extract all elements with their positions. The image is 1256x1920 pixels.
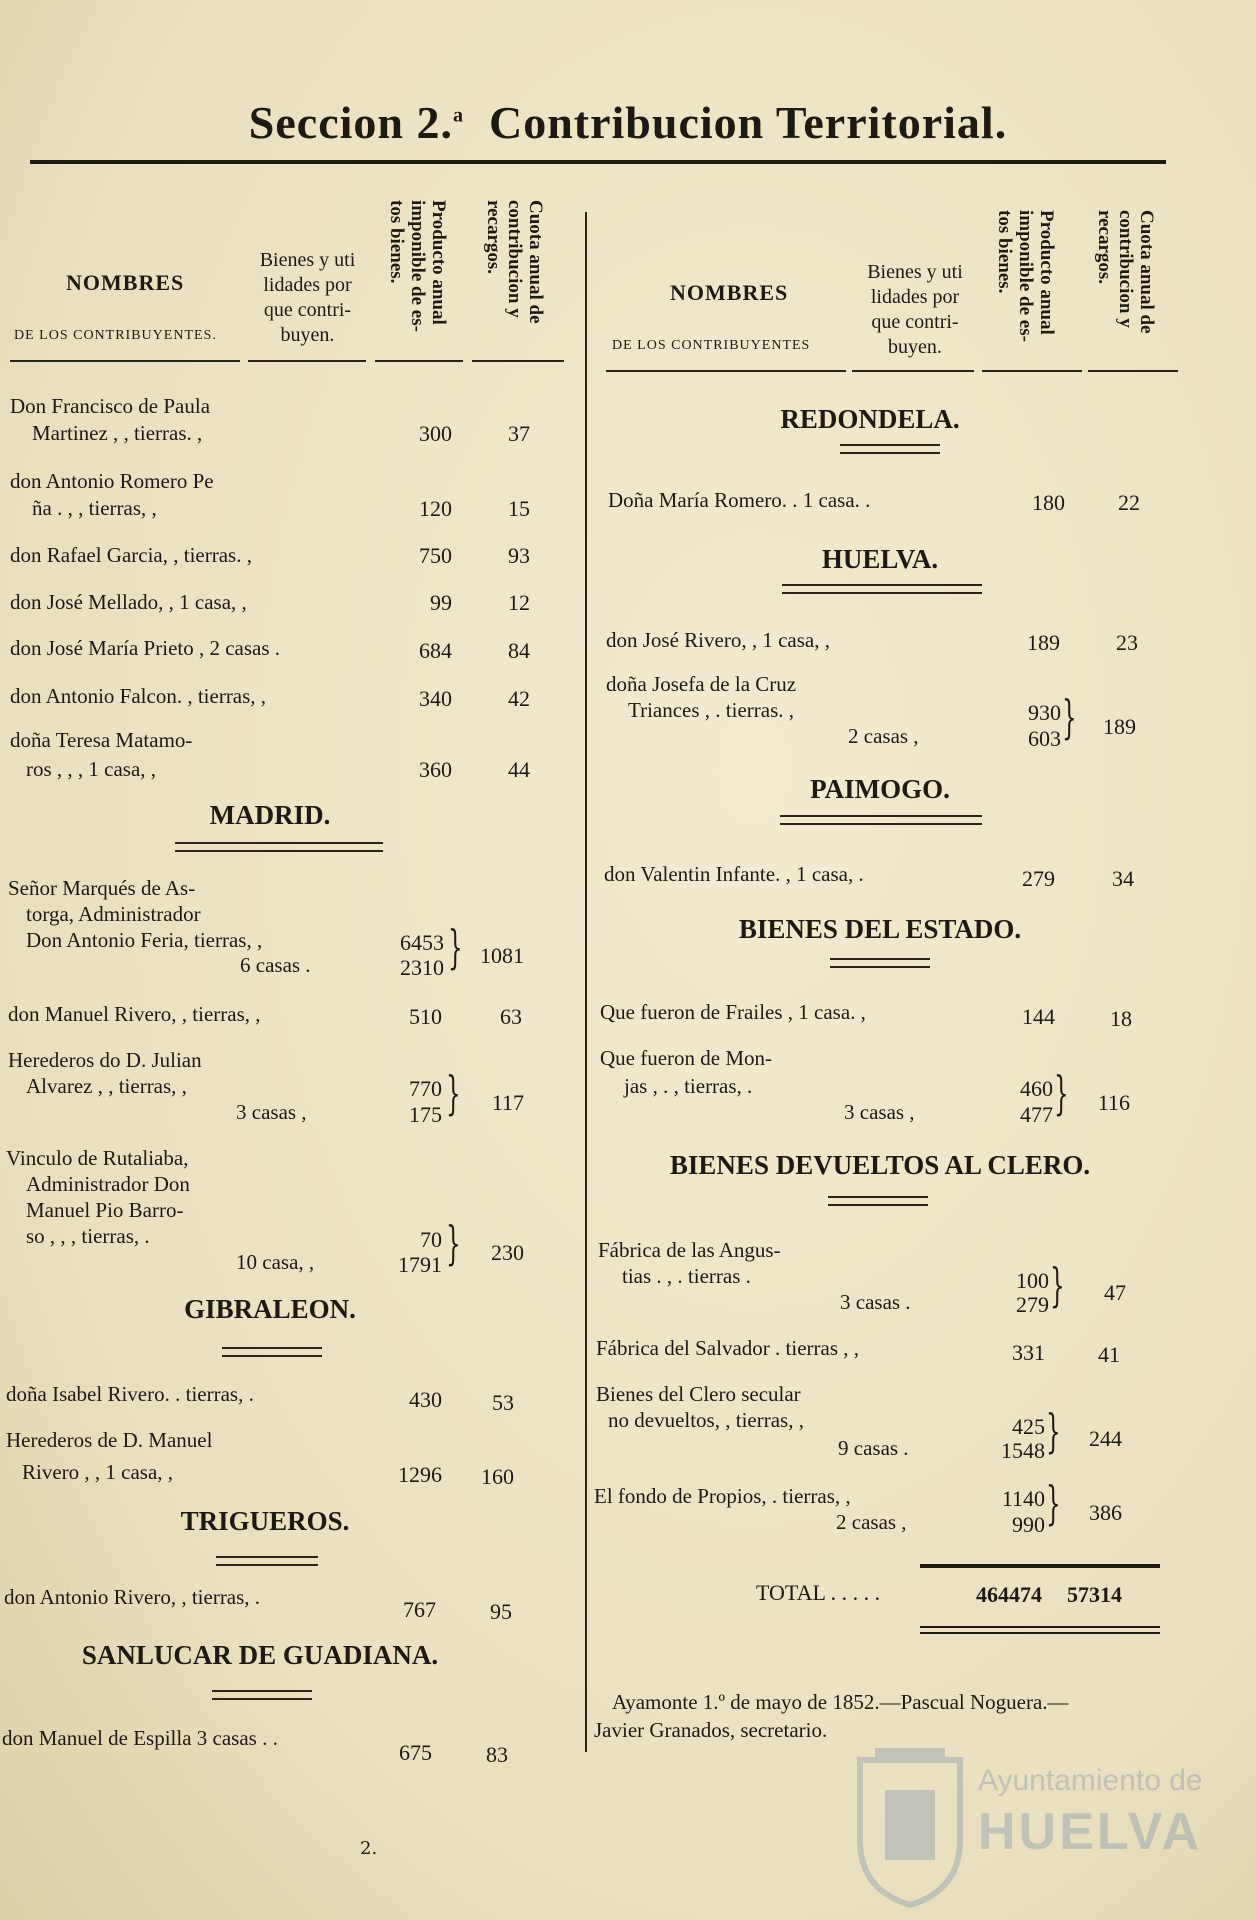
entry-detail: no devueltos, , tierras, , <box>608 1408 804 1432</box>
entry-detail: so , , , tierras, . <box>26 1224 150 1248</box>
header-cuota-l2: contribucion y <box>504 200 525 318</box>
header-underline <box>248 360 366 362</box>
header-bienes-l1: Bienes y uti <box>867 261 963 283</box>
header-cuota-l2: contribucion y <box>1115 210 1136 328</box>
entry-detail: 9 casas . <box>838 1436 909 1460</box>
entry-detail: Martinez , , tierras. , <box>32 421 203 445</box>
watermark-logo <box>850 1740 1250 1910</box>
producto-value: 1296 <box>398 1462 442 1487</box>
cuota-value: 160 <box>481 1464 514 1489</box>
producto-value: 425 <box>1012 1414 1045 1439</box>
section-ornament <box>780 815 982 825</box>
brace-icon: } <box>446 1216 461 1270</box>
header-producto-l3: tos bienes. <box>386 200 407 284</box>
cuota-value: 23 <box>1116 630 1138 655</box>
entry-name: doña Josefa de la Cruz <box>606 672 797 696</box>
section-ornament <box>830 958 930 968</box>
producto-value: 189 <box>1027 630 1060 655</box>
producto-value: 684 <box>419 638 452 663</box>
cuota-value: 1081 <box>480 943 524 968</box>
header-nombres: NOMBRES <box>66 270 185 295</box>
header-underline <box>472 360 564 362</box>
entry-name: don Antonio Rivero, , tierras, . <box>4 1585 261 1609</box>
entry-detail: 3 casas , <box>236 1100 307 1124</box>
cuota-value: 22 <box>1118 490 1140 515</box>
section-ornament <box>216 1556 318 1566</box>
header-cuota-l3: recargos. <box>483 200 504 275</box>
entry-detail: 3 casas , <box>844 1100 915 1124</box>
producto-value: 1548 <box>1001 1438 1045 1463</box>
section-ornament <box>222 1347 322 1357</box>
entry-name: Vinculo de Rutaliaba, <box>6 1146 189 1170</box>
entry-name: don Valentin Infante. , 1 casa, . <box>604 862 864 886</box>
brace-icon: } <box>1062 690 1077 744</box>
entry-detail: Don Antonio Feria, tierras, , <box>26 928 263 952</box>
cuota-value: 117 <box>491 1090 524 1115</box>
cuota-value: 44 <box>508 757 530 782</box>
entry-name: Don Francisco de Paula <box>10 394 211 418</box>
brace-icon: } <box>448 920 463 974</box>
column-divider <box>585 212 587 1752</box>
header-bienes <box>245 248 370 348</box>
header-producto <box>386 200 449 360</box>
entry-detail: 10 casa, , <box>236 1250 315 1274</box>
cuota-value: 386 <box>1089 1500 1122 1525</box>
header-underline <box>375 360 463 362</box>
header-nombres: NOMBRES <box>670 280 789 305</box>
footer-signature <box>594 1688 1174 1744</box>
cuota-value: 244 <box>1089 1426 1122 1451</box>
header-cuota-l1: Cuota anual de <box>1136 210 1157 334</box>
producto-value: 144 <box>1022 1004 1055 1029</box>
header-producto-l1: Producto anual <box>428 200 449 325</box>
cuota-value: 42 <box>508 686 530 711</box>
entry-name: don Antonio Romero Pe <box>10 469 214 493</box>
entry-detail: jas , . , tierras, . <box>624 1074 753 1098</box>
section-ornament <box>782 584 982 594</box>
producto-value: 430 <box>409 1387 442 1412</box>
cuota-value: 47 <box>1104 1280 1126 1305</box>
producto-value: 770 <box>409 1076 442 1101</box>
header-producto <box>994 210 1057 370</box>
page-marker: 2. <box>360 1838 378 1859</box>
section-ornament <box>175 842 383 852</box>
section-trigueros: TRIGUEROS. <box>180 1506 350 1536</box>
total-rule <box>920 1564 1160 1568</box>
header-cuota-l3: recargos. <box>1094 210 1115 285</box>
section-madrid: MADRID. <box>209 800 331 830</box>
watermark-text: Ayuntamiento de <box>978 1764 1203 1797</box>
entry-name: Bienes del Clero secular <box>596 1382 801 1406</box>
header-de-los: DE LOS CONTRIBUYENTES. <box>14 328 217 343</box>
header-underline <box>1088 370 1178 372</box>
section-ornament <box>212 1690 312 1700</box>
total-label: TOTAL . . . . . <box>756 1580 881 1605</box>
entry-name: don Antonio Falcon. , tierras, , <box>10 684 267 708</box>
producto-value: 603 <box>1028 726 1061 751</box>
producto-value: 70 <box>420 1227 442 1252</box>
coat-of-arms-icon <box>850 1740 970 1910</box>
cuota-value: 63 <box>500 1004 522 1029</box>
entry-name: Fábrica del Salvador . tierras , , <box>596 1336 859 1360</box>
header-bienes-l1: Bienes y uti <box>259 249 356 271</box>
header-underline <box>10 360 240 362</box>
title-section: Seccion 2. <box>248 97 453 148</box>
producto-value: 360 <box>419 757 452 782</box>
producto-value: 2310 <box>400 955 444 980</box>
header-underline <box>982 370 1082 372</box>
cuota-value: 116 <box>1097 1090 1130 1115</box>
brace-icon: } <box>1046 1476 1061 1530</box>
entry-name: Herederos do D. Julian <box>8 1048 202 1072</box>
watermark-text: HUELVA <box>978 1803 1203 1861</box>
header-producto-l3: tos bienes. <box>994 210 1015 294</box>
cuota-value: 41 <box>1098 1342 1120 1367</box>
producto-value: 100 <box>1016 1268 1049 1293</box>
producto-value: 930 <box>1028 700 1061 725</box>
entry-name: don Manuel Rivero, , tierras, , <box>8 1002 261 1026</box>
entry-detail: Triances , . tierras. , <box>628 698 795 722</box>
producto-value: 1140 <box>1001 1486 1045 1511</box>
cuota-value: 93 <box>508 543 530 568</box>
header-underline <box>606 370 846 372</box>
section-bienes-estado: BIENES DEL ESTADO. <box>738 914 1022 944</box>
header-bienes-l2: lidades por <box>263 274 352 296</box>
entry-name: don José María Prieto , 2 casas . <box>10 636 281 660</box>
section-ornament <box>840 444 940 454</box>
entry-detail: ña . , , tierras, , <box>32 496 157 520</box>
total-rule <box>920 1626 1160 1628</box>
entry-name: don Rafael Garcia, , tierras. , <box>10 543 252 567</box>
page-title <box>0 96 1256 149</box>
entry-detail: torga, Administrador <box>26 902 201 926</box>
header-bienes-l4: buyen. <box>280 324 335 346</box>
section-redondela: REDONDELA. <box>780 404 960 434</box>
header-cuota <box>1094 210 1157 370</box>
entry-detail: ros , , , 1 casa, , <box>26 757 157 781</box>
header-underline <box>852 370 974 372</box>
brace-icon: } <box>1046 1404 1061 1458</box>
entry-name: Fábrica de las Angus- <box>598 1238 781 1262</box>
entry-name: Que fueron de Mon- <box>600 1046 773 1070</box>
header-bienes-l3: que contri- <box>263 299 352 321</box>
cuota-value: 95 <box>490 1599 512 1624</box>
entry-detail: Alvarez , , tierras, , <box>26 1074 187 1098</box>
header-producto-l2: imponible de es- <box>407 200 428 332</box>
cuota-value: 83 <box>486 1742 508 1767</box>
header-producto-l2: imponible de es- <box>1015 210 1036 342</box>
header-bienes-l4: buyen. <box>888 336 942 358</box>
brace-icon: } <box>1050 1258 1065 1312</box>
entry-name: El fondo de Propios, . tierras, , <box>594 1484 851 1508</box>
total-cuota: 57314 <box>1067 1582 1122 1607</box>
cuota-value: 12 <box>508 590 530 615</box>
total-rule <box>920 1632 1160 1634</box>
entry-detail: 6 casas . <box>240 953 311 977</box>
entry-detail: 3 casas . <box>840 1290 911 1314</box>
producto-value: 460 <box>1020 1076 1053 1101</box>
producto-value: 99 <box>430 590 452 615</box>
section-bienes-devueltos: BIENES DEVUELTOS AL CLERO. <box>669 1150 1091 1180</box>
entry-name: Doña María Romero. . 1 casa. . <box>608 488 871 512</box>
producto-value: 510 <box>409 1004 442 1029</box>
entry-detail: Manuel Pio Barro- <box>26 1198 184 1222</box>
entry-name: don José Rivero, , 1 casa, , <box>606 628 830 652</box>
footer-line-1: Ayamonte 1.º de mayo de 1852.—Pascual Noguera.— <box>612 1690 1069 1714</box>
cuota-value: 230 <box>491 1240 524 1265</box>
producto-value: 750 <box>419 543 452 568</box>
header-cuota <box>483 200 546 360</box>
header-de-los: DE LOS CONTRIBUYENTES <box>612 338 811 353</box>
producto-value: 6453 <box>400 930 444 955</box>
header-bienes <box>850 260 980 360</box>
producto-value: 477 <box>1020 1102 1053 1127</box>
header-bienes-l3: que contri- <box>871 311 959 333</box>
section-sanlucar: SANLUCAR DE GUADIANA. <box>81 1640 439 1670</box>
title-rule <box>30 160 1166 164</box>
cuota-value: 15 <box>508 496 530 521</box>
brace-icon: } <box>446 1066 461 1120</box>
producto-value: 340 <box>419 686 452 711</box>
entry-detail: tias . , . tierras . <box>622 1264 751 1288</box>
entry-name: doña Teresa Matamo- <box>10 728 193 752</box>
entry-detail: 2 casas , <box>848 724 919 748</box>
producto-value: 675 <box>399 1740 432 1765</box>
cuota-value: 37 <box>508 421 530 446</box>
header-bienes-l2: lidades por <box>870 286 960 308</box>
title-sup: a <box>452 104 464 127</box>
entry-name: Herederos de D. Manuel <box>6 1428 213 1452</box>
producto-value: 331 <box>1012 1340 1045 1365</box>
entry-name: doña Isabel Rivero. . tierras, . <box>6 1382 254 1406</box>
producto-value: 767 <box>403 1597 436 1622</box>
producto-value: 279 <box>1016 1292 1049 1317</box>
section-gibraleon: GIBRALEON. <box>184 1294 356 1324</box>
entry-detail: 2 casas , <box>836 1510 907 1534</box>
producto-value: 175 <box>409 1102 442 1127</box>
entry-detail: Administrador Don <box>26 1172 190 1196</box>
producto-value: 1791 <box>398 1252 442 1277</box>
section-paimogo: PAIMOGO. <box>810 774 950 804</box>
section-huelva: HUELVA. <box>821 544 939 574</box>
cuota-value: 34 <box>1112 866 1134 891</box>
producto-value: 300 <box>419 421 452 446</box>
producto-value: 279 <box>1022 866 1055 891</box>
entry-name: don José Mellado, , 1 casa, , <box>10 590 247 614</box>
entry-detail: Rivero , , 1 casa, , <box>22 1460 174 1484</box>
brace-icon: } <box>1054 1066 1069 1120</box>
cuota-value: 53 <box>492 1390 514 1415</box>
entry-name: Que fueron de Frailes , 1 casa. , <box>600 1000 866 1024</box>
producto-value: 990 <box>1012 1512 1045 1537</box>
header-producto-l1: Producto anual <box>1036 210 1057 335</box>
cuota-value: 189 <box>1103 714 1136 739</box>
section-ornament <box>828 1196 928 1206</box>
producto-value: 180 <box>1032 490 1065 515</box>
total-producto: 464474 <box>976 1582 1042 1607</box>
cuota-value: 18 <box>1110 1006 1132 1031</box>
entry-name: don Manuel de Espilla 3 casas . . <box>2 1726 278 1750</box>
cuota-value: 84 <box>508 638 530 663</box>
header-cuota-l1: Cuota anual de <box>525 200 546 324</box>
footer-line-2: Javier Granados, secretario. <box>594 1718 828 1742</box>
title-main: Contribucion Territorial. <box>488 97 1008 148</box>
entry-name: Señor Marqués de As- <box>8 876 196 900</box>
producto-value: 120 <box>419 496 452 521</box>
